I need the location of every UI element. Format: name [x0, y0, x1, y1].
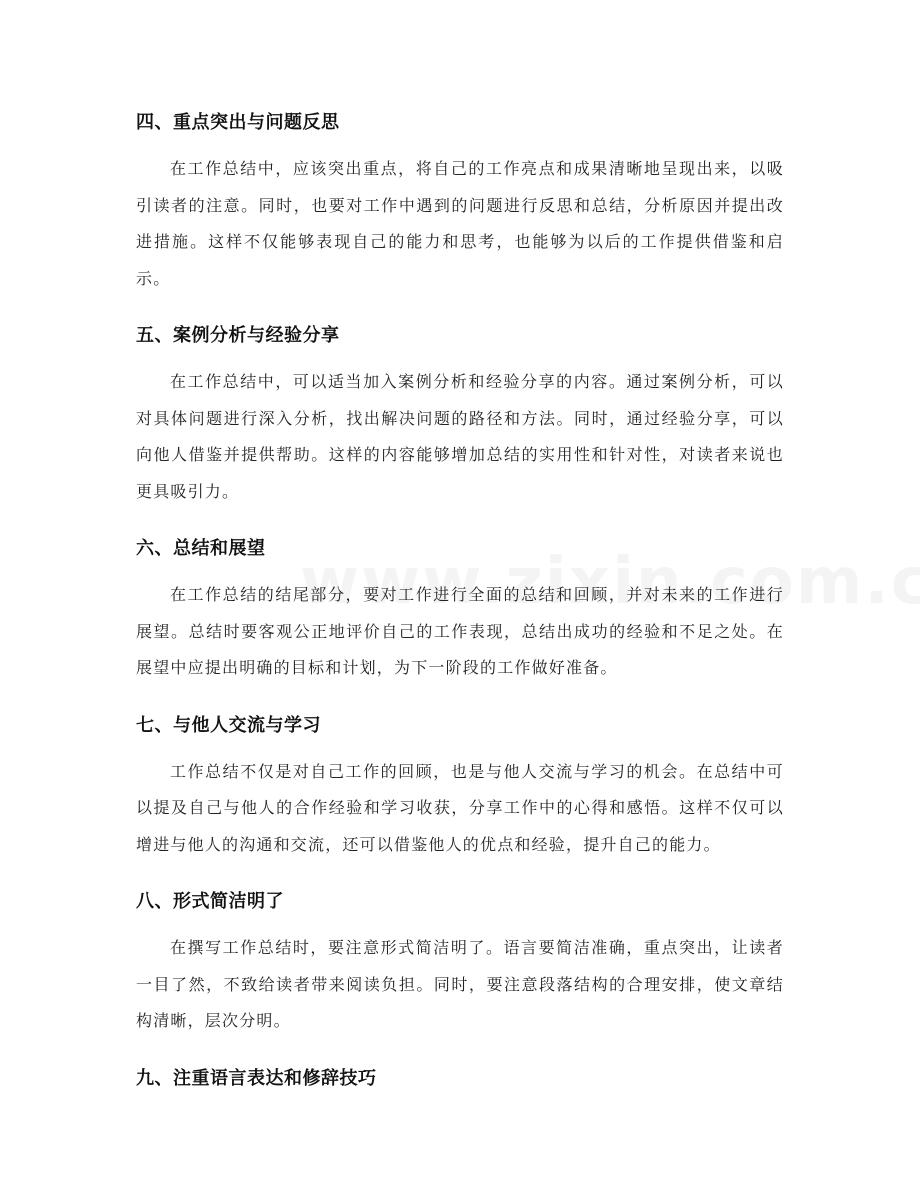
document-content	[136, 105, 784, 1097]
section-7	[136, 708, 784, 864]
section-paragraph: 工作总结不仅是对自己工作的回顾，也是与他人交流与学习的机会。在总结中可以提及自己与他人的合作经验和学习收获，分享工作中的心得和感悟。这样不仅可以增进与他人的沟通和交流，还可以借鉴他人的优点和经验，提升自己的能力。	[136, 761, 784, 854]
section-paragraph: 在工作总结中，应该突出重点，将自己的工作亮点和成果清晰地呈现出来，以吸引读者的注意。同时，也要对工作中遇到的问题进行反思和总结，分析原因并提出改进措施。这样不仅能够表现自己的能力和思考，也能够为以后的工作提供借鉴和启示。	[136, 159, 784, 288]
section-title: 七、与他人交流与学习	[136, 714, 321, 736]
section-paragraph: 在工作总结中，可以适当加入案例分析和经验分享的内容。通过案例分析，可以对具体问题进行深入分析，找出解决问题的路径和方法。同时，通过经验分享，可以向他人借鉴并提供帮助。这样的内容能够增加总结的实用性和针对性，对读者来说也更具吸引力。	[136, 372, 784, 501]
section-6	[136, 531, 784, 687]
section-title: 五、案例分析与经验分享	[136, 325, 340, 346]
section-paragraph: 在撰写工作总结时，要注意形式简洁明了。语言要简洁准确，重点突出，让读者一目了然，不致给读者带来阅读负担。同时，要注意段落结构的合理安排，使文章结构清晰，层次分明。	[136, 938, 784, 1030]
section-9	[136, 1061, 784, 1097]
section-title: 八、形式简洁明了	[136, 891, 284, 912]
section-4	[136, 105, 784, 297]
section-5	[136, 318, 784, 510]
section-8	[136, 884, 784, 1040]
section-title: 四、重点突出与问题反思	[136, 112, 340, 133]
section-title: 六、总结和展望	[136, 538, 266, 559]
section-paragraph: 在工作总结的结尾部分，要对工作进行全面的总结和回顾，并对未来的工作进行展望。总结时要客观公正地评价自己的工作表现，总结出成功的经验和不足之处。在展望中应提出明确的目标和计划，为下一阶段的工作做好准备。	[136, 585, 784, 677]
section-title: 九、注重语言表达和修辞技巧	[136, 1067, 377, 1089]
